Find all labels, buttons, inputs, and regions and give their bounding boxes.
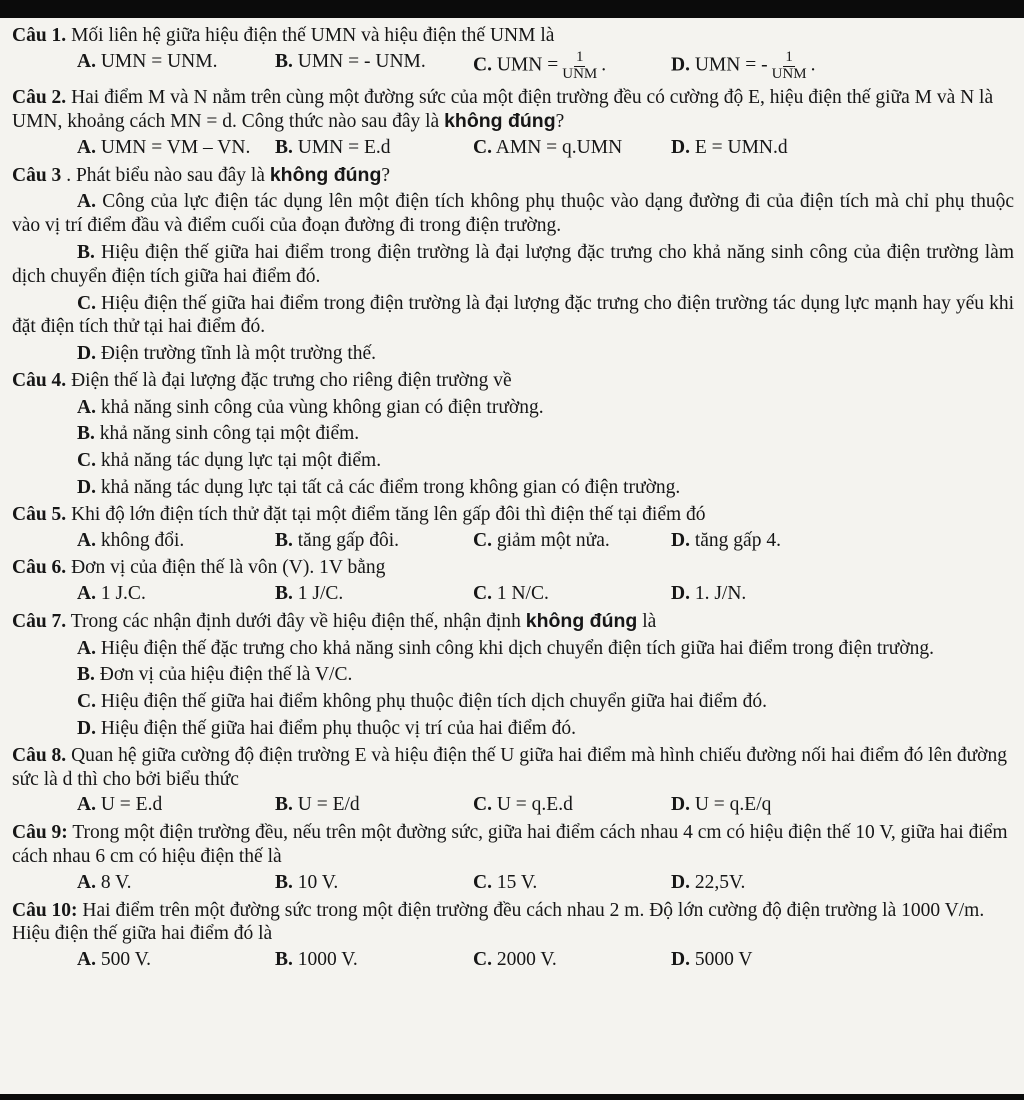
option-b: B. tăng gấp đôi. <box>275 529 400 551</box>
question-3 <box>12 164 1014 366</box>
question-number: Câu 2. <box>12 87 67 109</box>
option-a: A. U = E.d <box>77 794 163 816</box>
option-b: B. Đơn vị của hiệu điện thế là V/C. <box>77 664 353 686</box>
question-8-stem <box>12 744 1014 792</box>
emphasis: không đúng <box>269 163 382 186</box>
question-text: Hai điểm M và N nằm trên cùng một đường sức của một điện trường đều có cường độ E, hiệu điện thế giữa M và N là UMN, khoảng cách MN = d. Công thức nào sau đây là <box>12 87 994 133</box>
option-c: C. UMN = $\frac{1}{\text{UNM}}$ . <box>473 48 607 82</box>
fraction: $\frac{1}{\text{UNM}}$ <box>771 48 807 82</box>
question-6-stem <box>12 556 1014 580</box>
option-a: A. UMN = VM – VN. <box>77 136 251 158</box>
option-b: B. 1 J/C. <box>275 583 344 605</box>
question-text: Điện thế là đại lượng đặc trưng cho riêng điện trường về <box>71 369 512 391</box>
question-text: Hai điểm trên một đường sức trong một điện trường đều cách nhau 2 m. Độ lớn cường độ điện trường là 1000 V/m. Hiệu điện thế giữa hai điểm đó là <box>12 899 985 945</box>
option-d: D. khả năng tác dụng lực tại tất cả các điểm trong không gian có điện trường. <box>77 477 681 498</box>
option-a: A. không đổi. <box>77 529 185 551</box>
fraction: $\frac{1}{\text{UNM}}$ <box>562 48 598 82</box>
question-3-stem: Câu 3 . Phát biểu nào sau đây là không đúng? <box>12 163 391 186</box>
options-row <box>12 582 1014 606</box>
option-a: A. khả năng sinh công của vùng không gian có điện trường. <box>77 396 544 418</box>
options-row <box>12 50 1014 83</box>
question-number: Câu 10: <box>12 899 78 921</box>
option-b: B. 1000 V. <box>275 949 358 971</box>
options-row <box>12 948 1014 972</box>
question-text: Đơn vị của điện thế là vôn (V). 1V bằng <box>71 557 386 579</box>
option-d: D. 5000 V <box>671 949 753 971</box>
option-c: C. khả năng tác dụng lực tại một điểm. <box>77 450 382 472</box>
question-6 <box>12 556 1014 606</box>
option-d: D. UMN = - $\frac{1}{\text{UNM}}$ . <box>671 48 816 82</box>
question-9-stem <box>12 821 1014 869</box>
option-d: D. E = UMN.d <box>671 136 788 158</box>
question-number: Câu 9: <box>12 822 68 844</box>
question-7-stem: Câu 7. Trong các nhận định dưới đây về hiệu điện thế, nhận định không đúng là <box>12 609 657 632</box>
option-a: A. Công của lực điện tác dụng lên một điện tích không phụ thuộc vào dạng đường đi của điện tích mà chỉ phụ thuộc vào vị trí điểm đầu và điểm cuối của đoạn đường đi trong điện trường. <box>12 191 1014 237</box>
question-2 <box>12 86 1014 159</box>
option-c: C. AMN = q.UMN <box>473 136 623 158</box>
option-c: C. 1 N/C. <box>473 583 549 605</box>
option-a: A. 8 V. <box>77 871 132 893</box>
option-d: D. 1. J/N. <box>671 583 747 605</box>
question-10-stem <box>12 899 1014 947</box>
question-2-stem: Câu 2. Hai điểm M và N nằm trên cùng một đường sức của một điện trường đều có cường độ E, hiệu điện thế giữa M và N là UMN, khoảng cách MN = d. Công thức nào sau đây là không đúng? <box>12 87 994 133</box>
option-d: D. Điện trường tĩnh là một trường thế. <box>77 343 377 365</box>
bottom-dark-strip <box>0 1094 1024 1100</box>
option-c: C. U = q.E.d <box>473 794 573 816</box>
option-c: C. 15 V. <box>473 871 538 893</box>
option-c: C. 2000 V. <box>473 949 557 971</box>
option-a: A. UMN = UNM. <box>77 50 218 72</box>
question-number: Câu 5. <box>12 503 67 525</box>
option-b: B. khả năng sinh công tại một điểm. <box>77 423 360 445</box>
option-d: D. 22,5V. <box>671 871 746 893</box>
question-number: Câu 1. <box>12 25 67 46</box>
option-a: A. 1 J.C. <box>77 583 146 605</box>
option-c: C. Hiệu điện thế giữa hai điểm không phụ thuộc điện tích dịch chuyển giữa hai điểm đó. <box>77 691 767 713</box>
question-number: Câu 4. <box>12 369 67 391</box>
question-5-stem <box>12 503 1014 527</box>
option-b: B. U = E/d <box>275 794 360 816</box>
question-4-stem <box>12 369 1014 393</box>
option-a: A. Hiệu điện thế đặc trưng cho khả năng sinh công khi dịch chuyển điện tích giữa hai điểm trong điện trường. <box>77 637 935 659</box>
options-row <box>12 529 1014 553</box>
question-9 <box>12 821 1014 894</box>
worksheet <box>0 20 1024 976</box>
option-b: B. 10 V. <box>275 871 339 893</box>
question-4 <box>12 369 1014 500</box>
options-row <box>12 793 1014 817</box>
option-d: D. Hiệu điện thế giữa hai điểm phụ thuộc vị trí của hai điểm đó. <box>77 718 577 740</box>
question-text: . Phát biểu nào sau đây là <box>66 164 265 186</box>
question-number: Câu 3 <box>12 164 62 186</box>
option-b: B. UMN = - UNM. <box>275 50 426 72</box>
question-text: Trong một điện trường đều, nếu trên một đường sức, giữa hai điểm cách nhau 4 cm có hiệu điện thế 10 V, giữa hai điểm cách nhau 6 cm có hiệu điện thế là <box>12 822 1008 867</box>
question-5 <box>12 503 1014 553</box>
top-dark-strip <box>0 0 1024 18</box>
emphasis: không đúng <box>444 110 556 133</box>
option-d: D. U = q.E/q <box>671 794 772 816</box>
question-text: Khi độ lớn điện tích thử đặt tại một điểm tăng lên gấp đôi thì điện thế tại điểm đó <box>71 503 706 525</box>
question-number: Câu 8. <box>12 744 67 766</box>
question-text: Trong các nhận định dưới đây về hiệu điện thế, nhận định <box>70 610 521 632</box>
emphasis: không đúng <box>525 609 638 632</box>
question-10 <box>12 899 1014 972</box>
question-text: Quan hệ giữa cường độ điện trường E và hiệu điện thế U giữa hai điểm mà hình chiếu đường nối hai điểm đó lên đường sức là d thì cho bởi biểu thức <box>12 744 1007 790</box>
options-row <box>12 871 1014 895</box>
option-d: D. tăng gấp 4. <box>671 529 781 551</box>
option-a: A. 500 V. <box>77 949 152 971</box>
question-text: Mối liên hệ giữa hiệu điện thế UMN và hiệu điện thế UNM là <box>71 25 555 46</box>
option-c: C. Hiệu điện thế giữa hai điểm trong điện trường là đại lượng đặc trưng cho điện trường tác dụng lực mạnh hay yếu khi đặt điện tích thử tại hai điểm đó. <box>12 292 1014 338</box>
question-1-stem <box>12 24 1014 48</box>
question-1 <box>12 24 1014 82</box>
options-row <box>12 136 1014 160</box>
question-number: Câu 7. <box>12 610 67 632</box>
option-b: B. UMN = E.d <box>275 136 391 158</box>
option-c: C. giảm một nửa. <box>473 529 610 551</box>
option-b: B. Hiệu điện thế giữa hai điểm trong điện trường là đại lượng đặc trưng cho khả năng sinh công của điện trường làm dịch chuyển điện tích giữa hai điểm đó. <box>12 241 1014 287</box>
question-7 <box>12 610 1014 741</box>
question-8 <box>12 744 1014 817</box>
question-number: Câu 6. <box>12 557 67 579</box>
